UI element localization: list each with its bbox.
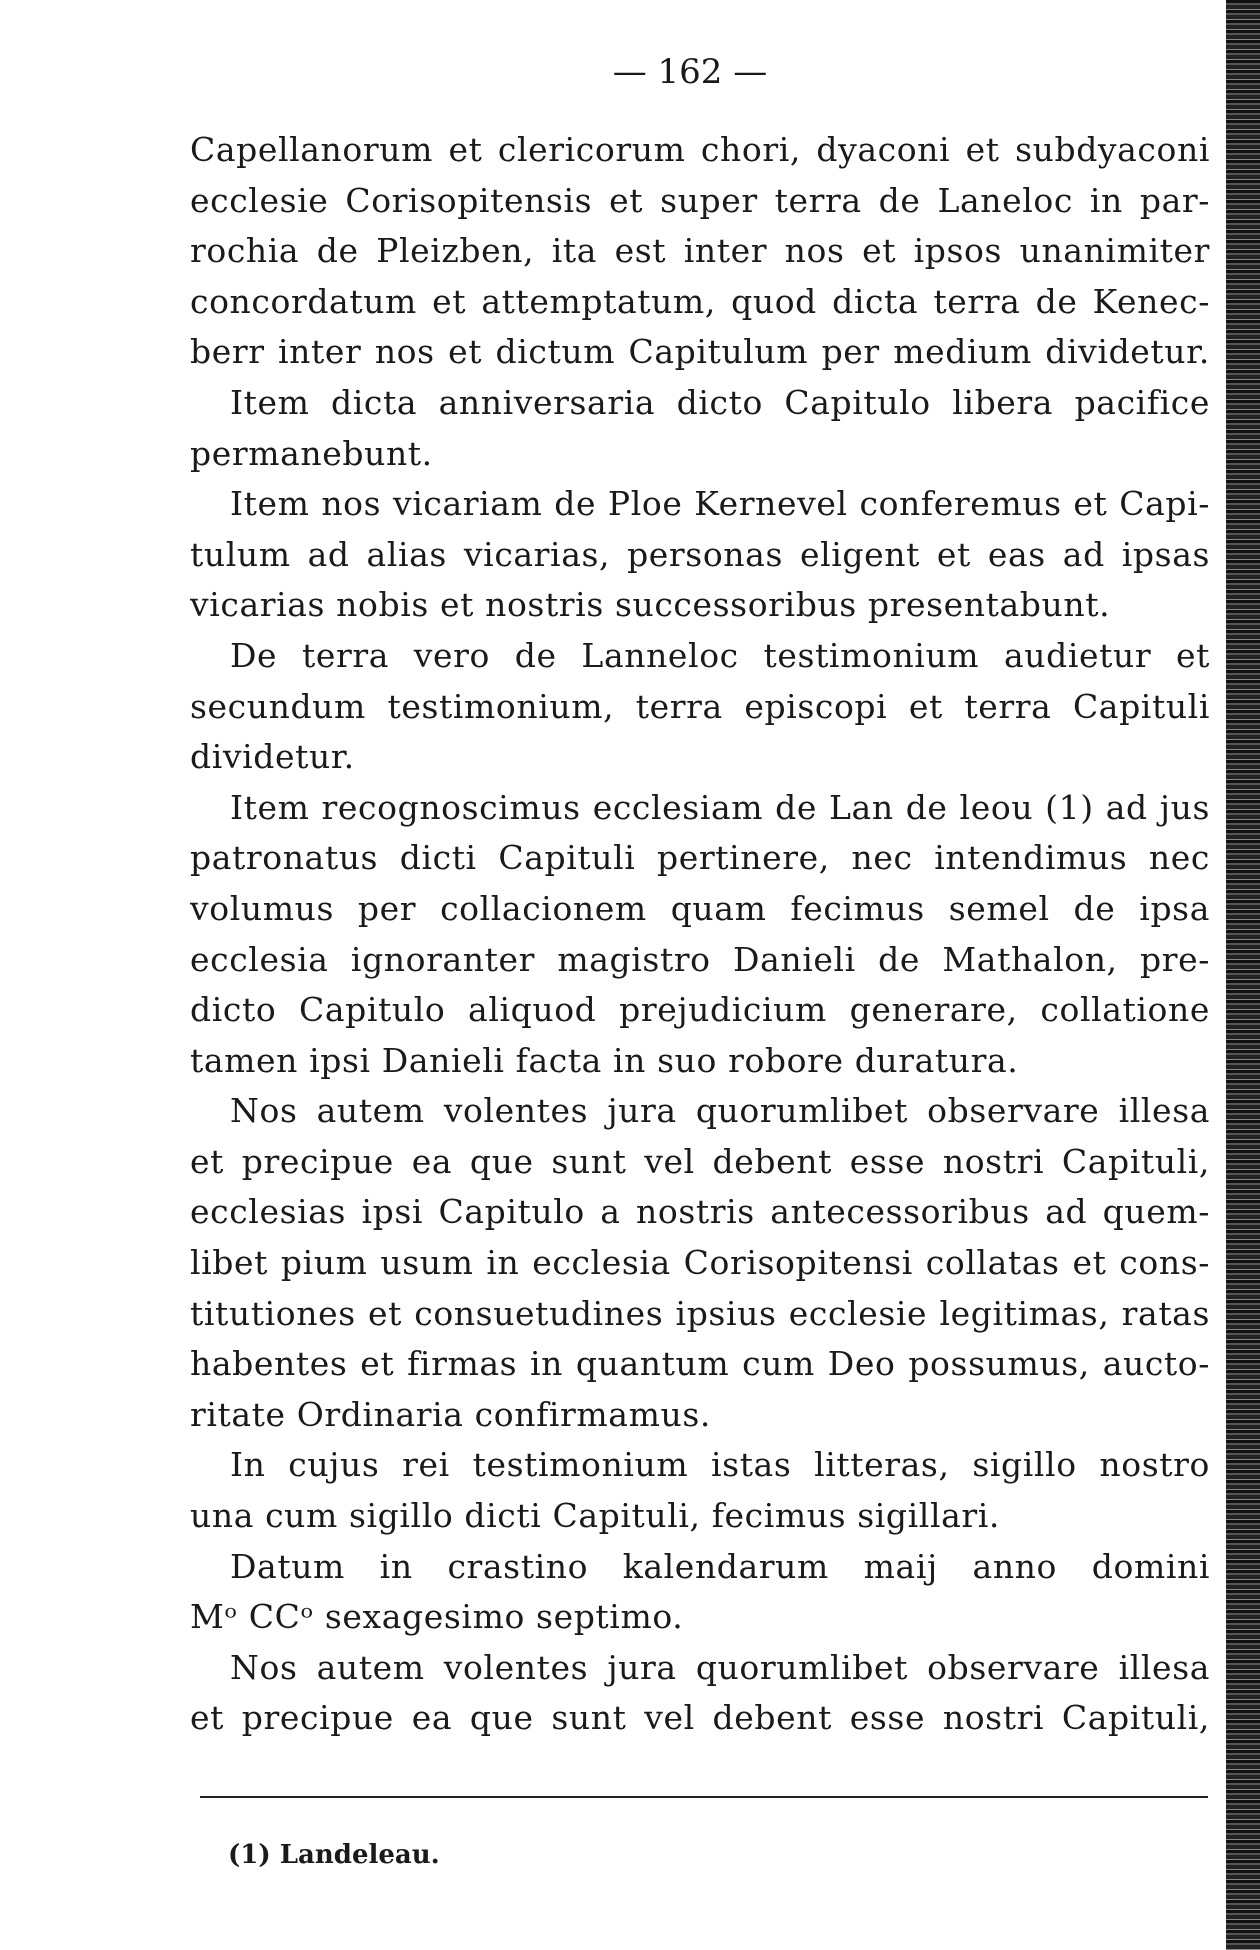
- text-line: Datum in crastino kalendarum maij anno domini: [230, 1546, 1210, 1586]
- text-line: una cum sigillo dicti Capituli, fecimus sigillari.: [190, 1496, 1001, 1536]
- text-line: volumus per collacionem quam fecimus semel de ipsa: [190, 888, 1210, 928]
- text-line: secundum testimonium, terra episcopi et terra Capituli: [190, 686, 1210, 726]
- text-line: In cujus rei testimonium istas litteras, sigillo nostro: [230, 1445, 1210, 1485]
- text-line: et precipue ea que sunt vel debent esse nostri Capituli,: [190, 1698, 1210, 1738]
- text-line: dicto Capitulo aliquod prejudicium generare, collatione: [190, 990, 1210, 1030]
- text-line: Nos autem volentes jura quorumlibet observare illesa: [230, 1091, 1210, 1131]
- text-line: ecclesia ignoranter magistro Danieli de Mathalon, pre-: [190, 939, 1210, 979]
- text-line: De terra vero de Lanneloc testimonium audietur et: [230, 635, 1210, 675]
- text-line: et precipue ea que sunt vel debent esse nostri Capituli,: [190, 1141, 1210, 1181]
- text-line: dividetur.: [190, 737, 355, 777]
- text-line: permanebunt.: [190, 433, 433, 473]
- text-line: Item nos vicariam de Ploe Kernevel conferemus et Capi-: [230, 484, 1210, 524]
- text-line: ecclesias ipsi Capitulo a nostris antecessoribus ad quem-: [190, 1192, 1210, 1232]
- text-line: titutiones et consuetudines ipsius ecclesie legitimas, ratas: [190, 1293, 1210, 1333]
- text-line: Item dicta anniversaria dicto Capitulo libera pacifice: [230, 382, 1210, 422]
- text-line: concordatum et attemptatum, quod dicta terra de Kenec-: [190, 281, 1210, 321]
- text-line: vicarias nobis et nostris successoribus presentabunt.: [190, 585, 1111, 625]
- text-line: Capellanorum et clericorum chori, dyaconi et subdyaconi: [190, 130, 1210, 169]
- text-line: rochia de Pleizben, ita est inter nos et ipsos unanimiter: [190, 231, 1210, 271]
- body-text: [190, 125, 1210, 1744]
- text-line: Mᵒ CCᵒ sexagesimo septimo.: [190, 1597, 684, 1637]
- text-line: berr inter nos et dictum Capitulum per medium dividetur.: [190, 332, 1210, 372]
- footnote-separator: [200, 1796, 1208, 1798]
- text-line: libet pium usum in ecclesia Corisopitensi collatas et cons-: [190, 1243, 1210, 1283]
- text-line: ritate Ordinaria confirmamus.: [190, 1394, 711, 1434]
- text-line: habentes et firmas in quantum cum Deo possumus, aucto-: [190, 1344, 1210, 1384]
- text-line: Item recognoscimus ecclesiam de Lan de leou (1) ad jus: [230, 787, 1210, 827]
- text-line: tamen ipsi Danieli facta in suo robore duratura.: [190, 1040, 1019, 1080]
- text-line: Nos autem volentes jura quorumlibet observare illesa: [230, 1647, 1210, 1687]
- page-number: — 162 —: [612, 52, 768, 92]
- text-line: tulum ad alias vicarias, personas eligent et eas ad ipsas: [190, 534, 1210, 574]
- footnote: (1) Landeleau.: [228, 1840, 440, 1870]
- text-line: patronatus dicti Capituli pertinere, nec intendimus nec: [190, 838, 1210, 878]
- scan-edge-shadow: [1226, 0, 1260, 1950]
- text-line: ecclesie Corisopitensis et super terra de Laneloc in par-: [190, 180, 1210, 220]
